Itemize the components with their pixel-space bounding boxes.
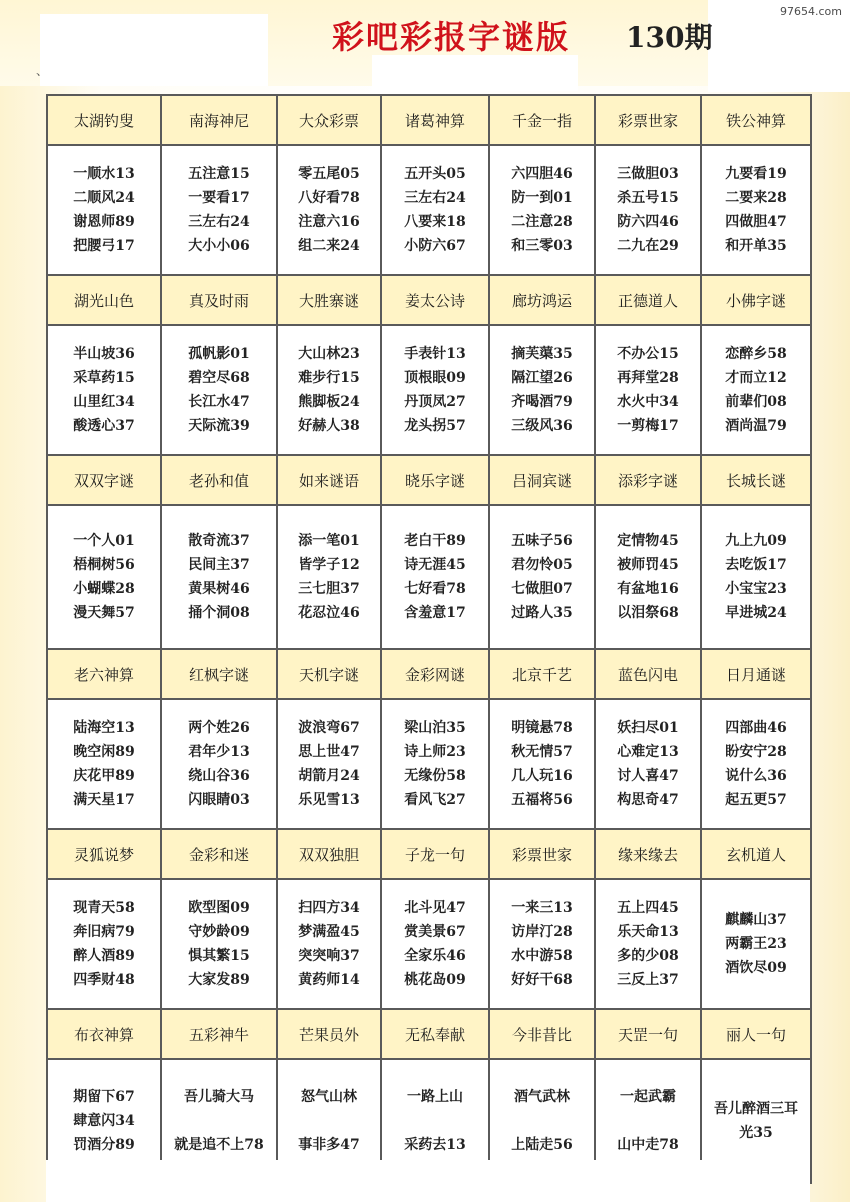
line-gap bbox=[490, 1109, 594, 1133]
riddle-line: 熊脚板24 bbox=[298, 394, 360, 410]
riddle-line: 北斗见47 bbox=[404, 900, 466, 916]
forecaster-name: 无私奉献 bbox=[381, 1009, 489, 1059]
riddle-cell bbox=[47, 325, 161, 455]
riddle-line: 杀五号15 bbox=[617, 190, 679, 206]
riddle-line: 梧桐树56 bbox=[73, 557, 135, 573]
riddle-cell bbox=[489, 879, 595, 1009]
riddle-line: 奔旧病79 bbox=[73, 924, 135, 940]
riddle-content-row bbox=[47, 879, 811, 1009]
riddle-line: 光35 bbox=[739, 1125, 773, 1141]
forecaster-header-row bbox=[47, 1009, 811, 1059]
riddle-cell bbox=[47, 879, 161, 1009]
riddle-line: 和三零03 bbox=[511, 238, 573, 254]
riddle-cell bbox=[381, 145, 489, 275]
forecaster-name: 蓝色闪电 bbox=[595, 649, 701, 699]
riddle-line: 桃花岛09 bbox=[404, 972, 466, 988]
riddle-cell bbox=[701, 145, 811, 275]
riddle-line: 秋无情57 bbox=[511, 744, 573, 760]
riddle-line: 小防六67 bbox=[404, 238, 466, 254]
riddle-line: 赏美景67 bbox=[404, 924, 466, 940]
forecaster-name: 今非昔比 bbox=[489, 1009, 595, 1059]
riddle-line: 欧型图09 bbox=[188, 900, 250, 916]
riddle-cell bbox=[161, 505, 277, 649]
riddle-line: 妖扫尽01 bbox=[617, 720, 679, 736]
forecaster-name: 老六神算 bbox=[47, 649, 161, 699]
riddle-line: 期留下67 bbox=[73, 1089, 135, 1105]
forecaster-name: 太湖钓叟 bbox=[47, 95, 161, 145]
forecaster-name: 金彩网谜 bbox=[381, 649, 489, 699]
riddle-line: 和开单35 bbox=[725, 238, 787, 254]
riddle-cell bbox=[161, 879, 277, 1009]
forecaster-name: 彩票世家 bbox=[595, 95, 701, 145]
riddle-line: 民间主37 bbox=[188, 557, 250, 573]
riddle-line: 怒气山林 bbox=[301, 1089, 357, 1105]
riddle-line: 几人玩16 bbox=[511, 768, 573, 784]
forecaster-name: 千金一指 bbox=[489, 95, 595, 145]
riddle-line: 一个人01 bbox=[73, 533, 135, 549]
riddle-cell bbox=[701, 879, 811, 1009]
riddle-line: 摘芙蕖35 bbox=[511, 346, 573, 362]
riddle-line: 诗无涯45 bbox=[404, 557, 466, 573]
forecaster-name: 缘来缘去 bbox=[595, 829, 701, 879]
forecaster-name: 丽人一句 bbox=[701, 1009, 811, 1059]
riddle-cell bbox=[595, 699, 701, 829]
riddle-line: 六四胆46 bbox=[511, 166, 573, 182]
riddle-cell bbox=[595, 325, 701, 455]
riddle-line: 大小小06 bbox=[188, 238, 250, 254]
riddle-cell bbox=[47, 505, 161, 649]
riddle-line: 三反上37 bbox=[617, 972, 679, 988]
riddle-line: 乐天命13 bbox=[617, 924, 679, 940]
riddle-line: 现青天58 bbox=[73, 900, 135, 916]
forecaster-name: 小佛字谜 bbox=[701, 275, 811, 325]
riddle-line: 陆海空13 bbox=[73, 720, 135, 736]
riddle-line: 好赫人38 bbox=[298, 418, 360, 434]
forecaster-name: 金彩和迷 bbox=[161, 829, 277, 879]
riddle-line: 散奇流37 bbox=[188, 533, 250, 549]
riddle-line: 三七胆37 bbox=[298, 581, 360, 597]
riddle-line: 有盆地16 bbox=[617, 581, 679, 597]
riddle-line: 五味子56 bbox=[511, 533, 573, 549]
riddle-line: 手表针13 bbox=[404, 346, 466, 362]
forecaster-name: 北京千艺 bbox=[489, 649, 595, 699]
forecaster-name: 布衣神算 bbox=[47, 1009, 161, 1059]
riddle-line: 好好干68 bbox=[511, 972, 573, 988]
riddle-line: 思上世47 bbox=[298, 744, 360, 760]
riddle-line: 绕山谷36 bbox=[188, 768, 250, 784]
forecaster-name: 彩票世家 bbox=[489, 829, 595, 879]
riddle-line: 闪眼睛03 bbox=[188, 792, 250, 808]
riddle-line: 零五尾05 bbox=[298, 166, 360, 182]
riddle-line: 去吃饭17 bbox=[725, 557, 787, 573]
riddle-line: 扫四方34 bbox=[298, 900, 360, 916]
forecaster-name: 正德道人 bbox=[595, 275, 701, 325]
riddle-line: 八要来18 bbox=[404, 214, 466, 230]
forecaster-header-row bbox=[47, 95, 811, 145]
riddle-line: 满天星17 bbox=[73, 792, 135, 808]
riddle-line: 长江水47 bbox=[188, 394, 250, 410]
riddle-line: 才而立12 bbox=[725, 370, 787, 386]
riddle-line: 七做胆07 bbox=[511, 581, 573, 597]
riddle-cell bbox=[161, 145, 277, 275]
page-title: 彩吧彩报字谜版 bbox=[332, 18, 571, 56]
forecaster-name: 吕洞宾谜 bbox=[489, 455, 595, 505]
riddle-line: 含羞意17 bbox=[404, 605, 466, 621]
riddle-line: 漫天舞57 bbox=[73, 605, 135, 621]
riddle-line: 捅个洞08 bbox=[188, 605, 250, 621]
riddle-line: 防六四46 bbox=[617, 214, 679, 230]
blank-patch-middle bbox=[372, 55, 578, 91]
riddle-line: 小蝴蝶28 bbox=[73, 581, 135, 597]
riddle-line: 组二来24 bbox=[298, 238, 360, 254]
forecaster-name: 芒果员外 bbox=[277, 1009, 381, 1059]
riddle-line: 前辈们08 bbox=[725, 394, 787, 410]
riddle-cell bbox=[161, 325, 277, 455]
riddle-line: 盼安宁28 bbox=[725, 744, 787, 760]
page-bottom bbox=[46, 1160, 810, 1202]
riddle-line: 一要看17 bbox=[188, 190, 250, 206]
riddle-line: 罚酒分89 bbox=[73, 1137, 135, 1153]
riddle-cell bbox=[277, 699, 381, 829]
riddle-line: 黄果树46 bbox=[188, 581, 250, 597]
riddle-cell bbox=[381, 325, 489, 455]
riddle-content-row bbox=[47, 145, 811, 275]
forecaster-name: 双双字谜 bbox=[47, 455, 161, 505]
riddle-cell bbox=[701, 325, 811, 455]
blank-patch-left bbox=[40, 14, 268, 86]
line-gap bbox=[382, 1109, 488, 1133]
riddle-line: 酸透心37 bbox=[73, 418, 135, 434]
riddle-line: 恋醉乡58 bbox=[725, 346, 787, 362]
riddle-line: 三左右24 bbox=[404, 190, 466, 206]
riddle-line: 一来三13 bbox=[511, 900, 573, 916]
riddle-content-row bbox=[47, 699, 811, 829]
riddle-line: 丹顶凤27 bbox=[404, 394, 466, 410]
forecaster-name: 天罡一句 bbox=[595, 1009, 701, 1059]
riddle-cell bbox=[701, 505, 811, 649]
riddle-line: 一剪梅17 bbox=[617, 418, 679, 434]
riddle-cell bbox=[277, 505, 381, 649]
riddle-line: 构思奇47 bbox=[617, 792, 679, 808]
riddle-line: 二九在29 bbox=[617, 238, 679, 254]
forecaster-name: 湖光山色 bbox=[47, 275, 161, 325]
riddle-line: 一顺水13 bbox=[73, 166, 135, 182]
riddle-line: 注意六16 bbox=[298, 214, 360, 230]
riddle-line: 孤帆影01 bbox=[188, 346, 250, 362]
riddle-line: 晚空闲89 bbox=[73, 744, 135, 760]
forecaster-name: 大众彩票 bbox=[277, 95, 381, 145]
riddle-cell bbox=[277, 879, 381, 1009]
forecaster-name: 双双独胆 bbox=[277, 829, 381, 879]
riddle-line: 采草药15 bbox=[73, 370, 135, 386]
riddle-line: 难步行15 bbox=[298, 370, 360, 386]
riddle-line: 山中走78 bbox=[617, 1137, 679, 1153]
forecaster-name: 添彩字谜 bbox=[595, 455, 701, 505]
forecaster-name: 如来谜语 bbox=[277, 455, 381, 505]
riddle-cell bbox=[381, 879, 489, 1009]
riddle-line: 吾儿醉酒三耳 bbox=[714, 1101, 798, 1117]
riddle-line: 大家发89 bbox=[188, 972, 250, 988]
riddle-line: 看风飞27 bbox=[404, 792, 466, 808]
riddle-line: 不办公15 bbox=[617, 346, 679, 362]
riddle-line: 定情物45 bbox=[617, 533, 679, 549]
riddle-line: 起五更57 bbox=[725, 792, 787, 808]
riddle-line: 两霸王23 bbox=[725, 936, 787, 952]
riddle-line: 顶根眼09 bbox=[404, 370, 466, 386]
riddle-cell bbox=[489, 325, 595, 455]
riddle-line: 五开头05 bbox=[404, 166, 466, 182]
riddle-line: 皆学子12 bbox=[298, 557, 360, 573]
riddle-line: 胡箭月24 bbox=[298, 768, 360, 784]
riddle-line: 山里红34 bbox=[73, 394, 135, 410]
riddle-line: 上陆走56 bbox=[511, 1137, 573, 1153]
riddle-line: 君年少13 bbox=[188, 744, 250, 760]
riddle-line: 三级风36 bbox=[511, 418, 573, 434]
corner-mark: 、 bbox=[36, 64, 49, 78]
riddle-line: 一起武霸 bbox=[620, 1089, 676, 1105]
riddle-line: 明镜悬78 bbox=[511, 720, 573, 736]
forecaster-name: 诸葛神算 bbox=[381, 95, 489, 145]
riddle-line: 酒饮尽09 bbox=[725, 960, 787, 976]
riddle-line: 讨人喜47 bbox=[617, 768, 679, 784]
forecaster-header-row bbox=[47, 275, 811, 325]
riddle-line: 老白干89 bbox=[404, 533, 466, 549]
riddle-content-row bbox=[47, 325, 811, 455]
riddle-cell bbox=[47, 699, 161, 829]
forecaster-header-row bbox=[47, 455, 811, 505]
forecaster-name: 日月通谜 bbox=[701, 649, 811, 699]
forecaster-name: 长城长谜 bbox=[701, 455, 811, 505]
riddle-cell bbox=[595, 145, 701, 275]
forecaster-header-row bbox=[47, 649, 811, 699]
riddle-line: 花忍泣46 bbox=[298, 605, 360, 621]
riddle-line: 九要看19 bbox=[725, 166, 787, 182]
riddle-line: 八好看78 bbox=[298, 190, 360, 206]
forecaster-name: 老孙和值 bbox=[161, 455, 277, 505]
riddle-cell bbox=[595, 879, 701, 1009]
riddle-line: 事非多47 bbox=[298, 1137, 360, 1153]
riddle-line: 二注意28 bbox=[511, 214, 573, 230]
riddle-line: 五福将56 bbox=[511, 792, 573, 808]
forecaster-name: 玄机道人 bbox=[701, 829, 811, 879]
riddle-line: 五上四45 bbox=[617, 900, 679, 916]
forecaster-name: 铁公神算 bbox=[701, 95, 811, 145]
riddle-line: 把腰弓17 bbox=[73, 238, 135, 254]
riddle-line: 半山坡36 bbox=[73, 346, 135, 362]
riddle-line: 肆意闪34 bbox=[73, 1113, 135, 1129]
riddle-cell bbox=[381, 505, 489, 649]
forecaster-name: 姜太公诗 bbox=[381, 275, 489, 325]
riddle-line: 再拜堂28 bbox=[617, 370, 679, 386]
riddle-content-row bbox=[47, 505, 811, 649]
riddle-line: 三左右24 bbox=[188, 214, 250, 230]
riddle-line: 五注意15 bbox=[188, 166, 250, 182]
riddle-line: 黄药师14 bbox=[298, 972, 360, 988]
riddle-line: 就是追不上78 bbox=[174, 1137, 264, 1153]
riddle-cell bbox=[47, 145, 161, 275]
riddle-line: 庆花甲89 bbox=[73, 768, 135, 784]
riddle-cell bbox=[489, 145, 595, 275]
riddle-line: 梁山泊35 bbox=[404, 720, 466, 736]
riddle-line: 酒气武林 bbox=[514, 1089, 570, 1105]
riddle-line: 龙头拐57 bbox=[404, 418, 466, 434]
riddle-line: 梦满盈45 bbox=[298, 924, 360, 940]
riddle-line: 突突响37 bbox=[298, 948, 360, 964]
forecaster-header-row bbox=[47, 829, 811, 879]
site-watermark: 97654.com bbox=[776, 4, 846, 19]
riddle-line: 心难定13 bbox=[617, 744, 679, 760]
riddle-line: 添一笔01 bbox=[298, 533, 360, 549]
riddle-line: 水中游58 bbox=[511, 948, 573, 964]
riddle-line: 波浪弯67 bbox=[298, 720, 360, 736]
riddle-line: 九上九09 bbox=[725, 533, 787, 549]
riddle-line: 早进城24 bbox=[725, 605, 787, 621]
riddle-line: 过路人35 bbox=[511, 605, 573, 621]
riddle-line: 防一到01 bbox=[511, 190, 573, 206]
forecaster-name: 子龙一句 bbox=[381, 829, 489, 879]
riddle-line: 惧其繁15 bbox=[188, 948, 250, 964]
riddle-line: 四部曲46 bbox=[725, 720, 787, 736]
riddle-line: 七好看78 bbox=[404, 581, 466, 597]
riddle-cell bbox=[277, 145, 381, 275]
forecaster-name: 五彩神牛 bbox=[161, 1009, 277, 1059]
riddle-line: 麒麟山37 bbox=[725, 912, 787, 928]
line-gap bbox=[278, 1109, 380, 1133]
riddle-line: 吾儿骑大马 bbox=[184, 1089, 254, 1105]
riddle-line: 酒尚温79 bbox=[725, 418, 787, 434]
riddle-line: 四季财48 bbox=[73, 972, 135, 988]
riddle-line: 守妙龄09 bbox=[188, 924, 250, 940]
forecaster-name: 真及时雨 bbox=[161, 275, 277, 325]
riddle-line: 隔江望26 bbox=[511, 370, 573, 386]
forecaster-name: 廊坊鸿运 bbox=[489, 275, 595, 325]
riddle-line: 二顺风24 bbox=[73, 190, 135, 206]
forecaster-name: 灵狐说梦 bbox=[47, 829, 161, 879]
line-gap bbox=[596, 1109, 700, 1133]
riddle-cell bbox=[595, 505, 701, 649]
riddle-line: 诗上师23 bbox=[404, 744, 466, 760]
riddle-line: 无缘份58 bbox=[404, 768, 466, 784]
riddle-line: 二要来28 bbox=[725, 190, 787, 206]
riddle-line: 全家乐46 bbox=[404, 948, 466, 964]
riddle-line: 一路上山 bbox=[407, 1089, 463, 1105]
riddle-line: 以泪祭68 bbox=[617, 605, 679, 621]
riddle-line: 大山林23 bbox=[298, 346, 360, 362]
riddle-cell bbox=[489, 699, 595, 829]
riddle-line: 小宝宝23 bbox=[725, 581, 787, 597]
riddle-line: 两个姓26 bbox=[188, 720, 250, 736]
riddle-line: 访岸汀28 bbox=[511, 924, 573, 940]
riddle-line: 君勿怜05 bbox=[511, 557, 573, 573]
forecaster-name: 晓乐字谜 bbox=[381, 455, 489, 505]
riddle-line: 天际流39 bbox=[188, 418, 250, 434]
forecaster-name: 南海神尼 bbox=[161, 95, 277, 145]
riddle-line: 被师罚45 bbox=[617, 557, 679, 573]
forecaster-name: 红枫字谜 bbox=[161, 649, 277, 699]
riddle-cell bbox=[277, 325, 381, 455]
riddle-line: 三做胆03 bbox=[617, 166, 679, 182]
riddle-line: 四做胆47 bbox=[725, 214, 787, 230]
riddle-line: 谢恩师89 bbox=[73, 214, 135, 230]
riddle-cell bbox=[701, 699, 811, 829]
riddle-line: 碧空尽68 bbox=[188, 370, 250, 386]
line-gap bbox=[162, 1109, 276, 1133]
forecaster-name: 天机字谜 bbox=[277, 649, 381, 699]
riddle-cell bbox=[381, 699, 489, 829]
riddle-grid bbox=[46, 94, 812, 1184]
riddle-line: 乐见雪13 bbox=[298, 792, 360, 808]
riddle-line: 多的少08 bbox=[617, 948, 679, 964]
riddle-line: 醉人酒89 bbox=[73, 948, 135, 964]
issue-number: 130期 bbox=[626, 21, 713, 54]
forecaster-name: 大胜寨谜 bbox=[277, 275, 381, 325]
riddle-line: 说什么36 bbox=[725, 768, 787, 784]
riddle-line: 采药去13 bbox=[404, 1137, 466, 1153]
riddle-line: 水火中34 bbox=[617, 394, 679, 410]
riddle-line: 齐喝酒79 bbox=[511, 394, 573, 410]
riddle-cell bbox=[489, 505, 595, 649]
riddle-cell bbox=[161, 699, 277, 829]
